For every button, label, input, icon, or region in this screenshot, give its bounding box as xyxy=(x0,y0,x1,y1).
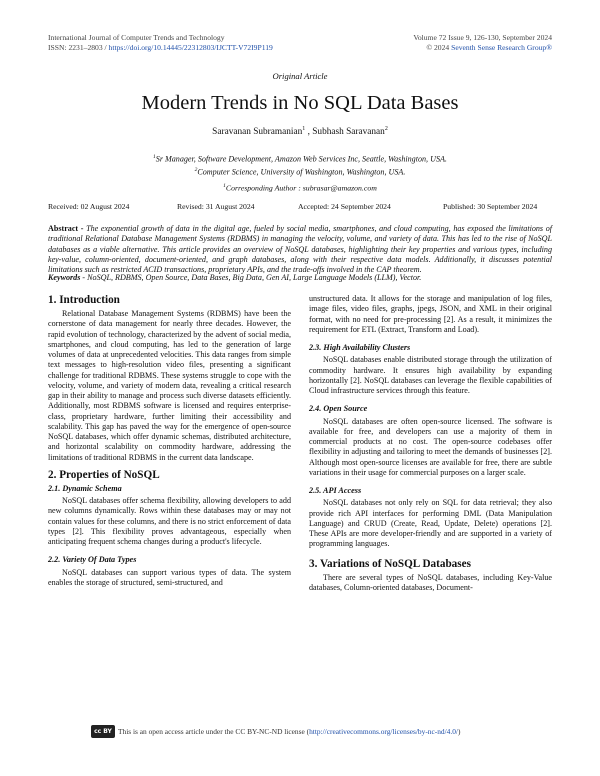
author-2-sup: 2 xyxy=(384,126,388,132)
section-2-1-heading: 2.1. Dynamic Schema xyxy=(48,483,122,493)
section-2-2-heading: 2.2. Variety Of Data Types xyxy=(48,555,137,565)
section-2-5-paragraph: NoSQL databases not only rely on SQL for data retrieval; they also provide rich API interfaces for performing DML (Data Manipulation Language) and CRUD (Create, Read, Update, Delete) operations [2]. These APIs are more developer-friendly and are supported in a variety of programming languages. xyxy=(309,498,552,549)
aff2-text: Computer Science, University of Washington, Washington, USA. xyxy=(197,167,406,177)
license-note xyxy=(118,727,460,736)
section-2-1-paragraph: NoSQL databases offer schema flexibility, allowing developers to add new columns dynamically. Rows within these databases may or may not contain values for these columns, and there is no strict enforcement of data types [2]. This flexibility proves advantageous, especially when anticipating frequent schema changes during a product's lifecycle. xyxy=(48,496,291,546)
date-accepted: Accepted: 24 September 2024 xyxy=(298,202,391,211)
section-2-2-paragraph: NoSQL databases can support various types of data. The system enables the storage of structured, semi-structured, and xyxy=(48,567,291,587)
keywords xyxy=(48,273,552,282)
abstract-label: Abstract - xyxy=(48,224,87,233)
copyright xyxy=(426,43,552,53)
keywords-label: Keywords - xyxy=(48,273,88,282)
author-1-sup: 1 xyxy=(302,126,306,132)
journal-name: International Journal of Computer Trends and Technology xyxy=(48,33,225,42)
corresponding-author xyxy=(0,183,600,193)
license-text: This is an open access article under the CC BY-NC-ND license ( xyxy=(118,727,310,736)
section-2-4-heading: 2.4. Open Source xyxy=(309,404,368,414)
section-3-heading: 3. Variations of NoSQL Databases xyxy=(309,557,471,570)
intro-paragraph: Relational Database Management Systems (RDBMS) have been the cornerstone of data management for nearly three decades. However, the rapid evolution of technology, characterized by the advent of social media, smartphones, and cloud computing, has led to the generation of large volumes of data at unprecedented velocities. This data ranges from simple text messages to high-resolution video files, presenting a significant challenge for traditional RDBMS. These systems struggle to cope with the velocity, volume, and variety of modern data, revealing a critical research gap in their ability to manage and process such diverse datasets efficiently. Additionally, most RDBMS software is licensed and requires enterprise-class, proprietary hardware, further limiting their accessibility and scalability. This gap has paved the way for the emergence of open-source NoSQL databases, which offer dynamic schemas, distributed architecture, and horizontal scalability on commodity hardware, addressing the limitations of traditional RDBMS in the current data landscape. xyxy=(48,309,291,462)
left-column xyxy=(48,294,291,588)
article-type: Original Article xyxy=(272,71,328,81)
aff1-sup: 1 xyxy=(153,154,156,160)
doi-link[interactable]: https://doi.org/10.14445/22312803/IJCTT-V72I9P119 xyxy=(108,43,273,52)
license-close: ) xyxy=(457,727,461,736)
date-revised: Revised: 31 August 2024 xyxy=(177,202,255,211)
intro-heading: 1. Introduction xyxy=(48,294,120,306)
section-2-4-paragraph: NoSQL databases are often open-source licensed. The software is available for free, and developers can use a majority of them in commercial products at no cost. The open-source codebases offer flexibility in adjusting and tailoring to meet the demands of businesses [2]. Although most open-source licenses are available for free, there are subtle variations in their usage for commercial purposes on a larger scale. xyxy=(309,416,552,477)
abstract xyxy=(48,224,552,275)
aff1-text: Sr Manager, Software Development, Amazon Web Services Inc, Seattle, Washington, USA. xyxy=(155,154,447,164)
continued-paragraph: unstructured data. It allows for the storage and manipulation of log files, image files, video files, graphs, jpegs, JSON, and XML in their original format, with no need for pre-processing [2]. As a result, it minimizes the requirement for ETL (Extract, Transform and Load). xyxy=(309,294,552,334)
date-published: Published: 30 September 2024 xyxy=(443,202,538,211)
volume-info: Volume 72 Issue 9, 126-130, September 2024 xyxy=(413,33,552,42)
keywords-text: NoSQL, RDBMS, Open Source, Data Bases, Big Data, Gen AI, Large Language Models (LLM), Vector. xyxy=(87,273,422,282)
aff2-sup: 2 xyxy=(194,167,198,174)
corr-sup: 1 xyxy=(223,183,226,189)
corr-text: Corresponding Author : subrasar@amazon.com xyxy=(225,183,377,193)
affiliations xyxy=(0,152,600,178)
author-2: Subhash Saravanan xyxy=(312,127,385,138)
properties-heading: 2. Properties of NoSQL xyxy=(48,468,160,481)
authors xyxy=(0,126,600,137)
page-title: Modern Trends in No SQL Data Bases xyxy=(141,92,459,114)
section-3-paragraph: There are several types of NoSQL databases, including Key-Value databases, Column-oriented databases, Document- xyxy=(309,572,552,592)
section-2-3-heading: 2.3. High Availability Clusters xyxy=(309,343,411,352)
copyright-year: © 2024 xyxy=(426,43,452,52)
cc-license-badge: cc BY NC ND xyxy=(91,725,115,738)
license-link[interactable]: http://creativecommons.org/licenses/by-nc-nd/4.0/ xyxy=(309,727,458,736)
author-separator: , xyxy=(305,127,313,138)
right-column xyxy=(309,294,552,593)
issn: ISSN: 2231–2803 / xyxy=(48,43,109,52)
affiliation-2 xyxy=(0,165,600,178)
section-2-5-heading: 2.5. API Access xyxy=(309,486,362,495)
date-received: Received: 02 August 2024 xyxy=(48,202,130,211)
author-1: Saravanan Subramanian xyxy=(212,127,303,138)
affiliation-1 xyxy=(0,152,600,165)
publisher-link[interactable]: Seventh Sense Research Group® xyxy=(451,43,552,52)
abstract-text: The exponential growth of data in the digital age, fueled by social media, smartphones, and cloud computing, has exposed the limitations of traditional Relational Database Management Systems (RDBMS) in managing the velocity, volume, and variety of data. This has led to the rise of NoSQL databases as a viable alternative. This article provides an overview of NoSQL databases, highlighting their key properties and various types, including key-value, column-oriented, document-oriented, and graph databases, along with their respective data models. Additionally, it discusses potential limitations such as restricted ACID transactions, proprietary APIs, and the trade-offs involved in the CAP theorem. xyxy=(48,224,552,275)
issn-doi xyxy=(48,43,273,53)
section-2-3-paragraph: NoSQL databases enable distributed storage through the utilization of commodity hardware. It ensures high availability by expanding horizontally [2]. NoSQL databases can leverage the flexible capabilities of Cloud infrastructure services through this feature. xyxy=(309,355,552,395)
